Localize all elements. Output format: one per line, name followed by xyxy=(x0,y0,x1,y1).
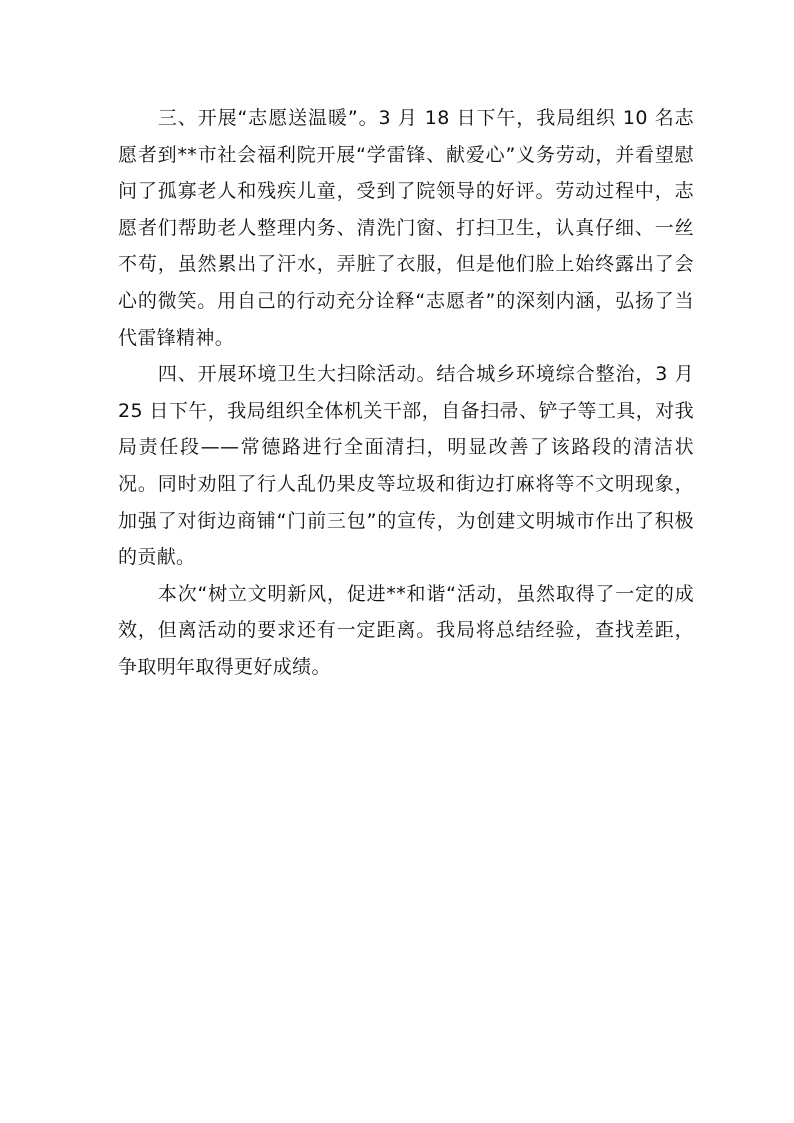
paragraph-environment-cleanup: 四、开展环境卫生大扫除活动。结合城乡环境综合整治，3 月 25 日下午，我局组织全体机关干部，自备扫帚、铲子等工具，对我局责任段——常德路进行全面清扫，明显改善了该路段的清洁状况。同时劝阻了行人乱仍果皮等垃圾和街边打麻将等不文明现象，加强了对街边商铺“门前三包”的宣传，为创建文明城市作出了积极的贡献。 xyxy=(118,363,694,569)
paragraph-volunteer-warmth: 三、开展“志愿送温暖”。3 月 18 日下午，我局组织 10 名志愿者到**市社会福利院开展“学雷锋、献爱心”义务劳动，并看望慰问了孤寡老人和残疾儿童，受到了院领导的好评。劳动过程中，志愿者们帮助老人整理内务、清洗门窗、打扫卫生，认真仔细、一丝不苟，虽然累出了汗水，弄脏了衣服，但是他们脸上始终露出了会心的微笑。用自己的行动充分诠释“志愿者”的深刻内涵，弘扬了当代雷锋精神。 xyxy=(118,107,694,349)
document-body xyxy=(118,100,694,686)
paragraph-summary: 本次“树立文明新风，促进**和谐“活动，虽然取得了一定的成效，但离活动的要求还有一定距离。我局将总结经验，查找差距，争取明年取得更好成绩。 xyxy=(118,582,694,678)
